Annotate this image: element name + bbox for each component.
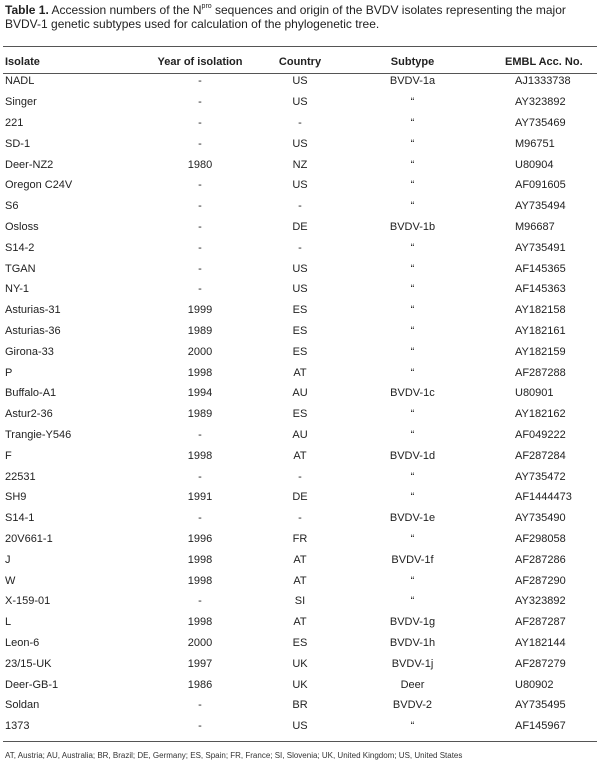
cell-country: SI	[294, 595, 306, 608]
table-body	[3, 71, 597, 737]
cell-country: FR	[292, 532, 308, 545]
table-row	[3, 300, 597, 321]
cell-country: -	[298, 512, 302, 525]
cell-accession: M96687	[515, 220, 555, 233]
cell-country: AU	[292, 387, 308, 400]
cell-isolate: Soldan	[5, 699, 40, 712]
cell-accession: U80904	[515, 158, 554, 171]
cell-subtype: “	[410, 116, 415, 129]
cell-subtype: “	[410, 241, 415, 254]
cell-subtype: “	[410, 720, 415, 733]
cell-year: -	[198, 116, 202, 129]
cell-country: US	[292, 75, 308, 88]
table-row	[3, 196, 597, 217]
cell-isolate: SH9	[5, 491, 27, 504]
cell-country: ES	[292, 304, 308, 317]
caption-label: Table 1.	[5, 3, 49, 17]
cell-year: 1998	[187, 553, 213, 566]
cell-subtype: “	[410, 470, 415, 483]
cell-subtype: BVDV-1c	[390, 387, 435, 400]
cell-isolate: TGAN	[5, 262, 36, 275]
cell-country: ES	[292, 408, 308, 421]
cell-country: -	[298, 470, 302, 483]
cell-country: NZ	[292, 158, 308, 171]
cell-isolate: Asturias-36	[5, 324, 61, 337]
cell-subtype: BVDV-1a	[389, 75, 436, 88]
caption-superscript: pro	[201, 3, 212, 10]
cell-year: -	[198, 428, 202, 441]
cell-isolate: S14-2	[5, 241, 35, 254]
header-year: Year of isolation	[157, 56, 243, 68]
table-row	[3, 404, 597, 425]
table-row	[3, 321, 597, 342]
cell-accession: AF091605	[515, 179, 566, 192]
table-caption	[5, 3, 595, 31]
cell-accession: AY182159	[515, 345, 566, 358]
caption-text-1: Accession numbers of the N	[48, 3, 202, 17]
cell-year: -	[198, 179, 202, 192]
cell-year: -	[198, 595, 202, 608]
cell-accession: U80901	[515, 387, 554, 400]
cell-isolate: W	[5, 574, 16, 587]
cell-year: -	[198, 699, 202, 712]
cell-isolate: 20V661-1	[5, 532, 53, 545]
cell-subtype: “	[410, 304, 415, 317]
cell-isolate: X-159-01	[5, 595, 51, 608]
cell-country: AT	[293, 449, 307, 462]
cell-country: UK	[292, 657, 308, 670]
cell-isolate: S14-1	[5, 512, 35, 525]
table-row	[3, 633, 597, 654]
cell-isolate: Astur2-36	[5, 408, 53, 421]
cell-country: US	[292, 283, 308, 296]
cell-accession: U80902	[515, 678, 554, 691]
cell-isolate: Buffalo-A1	[5, 387, 57, 400]
cell-year: 1997	[187, 657, 213, 670]
cell-accession: AF287279	[515, 657, 566, 670]
cell-accession: M96751	[515, 137, 555, 150]
cell-subtype: “	[410, 532, 415, 545]
cell-isolate: Singer	[5, 96, 37, 109]
table-row	[3, 653, 597, 674]
cell-country: US	[292, 262, 308, 275]
cell-country: US	[292, 179, 308, 192]
cell-subtype: BVDV-2	[392, 699, 433, 712]
cell-year: -	[198, 283, 202, 296]
cell-subtype: “	[410, 324, 415, 337]
cell-subtype: BVDV-1h	[389, 636, 436, 649]
table-row	[3, 383, 597, 404]
cell-country: -	[298, 241, 302, 254]
header-country: Country	[278, 56, 322, 68]
table-row	[3, 529, 597, 550]
cell-subtype: “	[410, 595, 415, 608]
cell-accession: AF145363	[515, 283, 566, 296]
cell-isolate: Osloss	[5, 220, 39, 233]
cell-subtype: “	[410, 408, 415, 421]
cell-isolate: 23/15-UK	[5, 657, 52, 670]
table-row	[3, 133, 597, 154]
cell-year: 1994	[187, 387, 213, 400]
table-row	[3, 716, 597, 737]
cell-accession: AY735494	[515, 200, 566, 213]
cell-accession: AY182144	[515, 636, 566, 649]
isolates-table	[3, 53, 597, 737]
cell-accession: AF287288	[515, 366, 566, 379]
cell-subtype: Deer	[400, 678, 425, 691]
header-accession: EMBL Acc. No.	[505, 56, 583, 68]
table-row	[3, 425, 597, 446]
cell-year: -	[198, 262, 202, 275]
cell-subtype: “	[410, 283, 415, 296]
table-row	[3, 445, 597, 466]
cell-accession: AF287287	[515, 616, 566, 629]
cell-isolate: L	[5, 616, 12, 629]
caption-text-2: sequences and origin of the BVDV isolates representing the major BVDV-1 genetic subtypes used for calculation of the phylogenetic tree.	[5, 3, 566, 31]
table-row	[3, 674, 597, 695]
cell-year: 2000	[187, 345, 213, 358]
header-subtype: Subtype	[390, 56, 435, 68]
cell-year: 1980	[187, 158, 213, 171]
cell-accession: AY735469	[515, 116, 566, 129]
table-row	[3, 113, 597, 134]
header-row	[3, 53, 597, 71]
cell-accession: AY735490	[515, 512, 566, 525]
table-row	[3, 612, 597, 633]
cell-year: 1991	[187, 491, 213, 504]
cell-accession: AF298058	[515, 532, 566, 545]
cell-year: 1998	[187, 449, 213, 462]
cell-year: -	[198, 512, 202, 525]
cell-isolate: P	[5, 366, 13, 379]
cell-country: ES	[292, 324, 308, 337]
cell-year: 1998	[187, 574, 213, 587]
cell-country: BR	[292, 699, 308, 712]
table-row	[3, 279, 597, 300]
cell-subtype: “	[410, 491, 415, 504]
cell-accession: AY735491	[515, 241, 566, 254]
table-row	[3, 549, 597, 570]
cell-year: 1998	[187, 366, 213, 379]
cell-subtype: “	[410, 158, 415, 171]
cell-accession: AF1444473	[515, 491, 572, 504]
table-row	[3, 466, 597, 487]
cell-country: US	[292, 137, 308, 150]
table-row	[3, 154, 597, 175]
cell-isolate: 1373	[5, 720, 30, 733]
cell-isolate: Asturias-31	[5, 304, 61, 317]
table-row	[3, 217, 597, 238]
cell-country: AT	[293, 366, 307, 379]
cell-subtype: BVDV-1d	[389, 449, 436, 462]
cell-country: US	[292, 720, 308, 733]
cell-accession: AJ1333738	[515, 75, 571, 88]
cell-subtype: “	[410, 345, 415, 358]
cell-accession: AF049222	[515, 428, 566, 441]
top-rule	[3, 46, 597, 47]
cell-accession: AY323892	[515, 595, 566, 608]
cell-country: DE	[292, 491, 308, 504]
cell-subtype: “	[410, 262, 415, 275]
cell-isolate: SD-1	[5, 137, 31, 150]
cell-accession: AF145967	[515, 720, 566, 733]
cell-isolate: NY-1	[5, 283, 30, 296]
cell-isolate: Girona-33	[5, 345, 54, 358]
cell-year: 1999	[187, 304, 213, 317]
table-row	[3, 175, 597, 196]
cell-year: -	[198, 200, 202, 213]
table-row	[3, 591, 597, 612]
cell-subtype: “	[410, 96, 415, 109]
cell-year: 2000	[187, 636, 213, 649]
cell-year: 1989	[187, 408, 213, 421]
cell-year: 1986	[187, 678, 213, 691]
cell-accession: AY735472	[515, 470, 566, 483]
cell-year: -	[198, 470, 202, 483]
cell-subtype: “	[410, 366, 415, 379]
cell-accession: AY735495	[515, 699, 566, 712]
cell-accession: AF145365	[515, 262, 566, 275]
table-row	[3, 258, 597, 279]
cell-accession: AF287284	[515, 449, 566, 462]
cell-subtype: BVDV-1f	[391, 553, 434, 566]
cell-accession: AY182158	[515, 304, 566, 317]
cell-country: AT	[293, 574, 307, 587]
cell-country: DE	[292, 220, 308, 233]
cell-subtype: “	[410, 179, 415, 192]
cell-isolate: S6	[5, 200, 19, 213]
table-row	[3, 71, 597, 92]
table-row	[3, 237, 597, 258]
cell-country: -	[298, 200, 302, 213]
cell-isolate: Leon-6	[5, 636, 40, 649]
cell-isolate: Deer-NZ2	[5, 158, 54, 171]
cell-year: -	[198, 75, 202, 88]
cell-year: -	[198, 137, 202, 150]
cell-country: ES	[292, 636, 308, 649]
cell-isolate: Deer-GB-1	[5, 678, 59, 691]
cell-year: 1996	[187, 532, 213, 545]
cell-country: AT	[293, 616, 307, 629]
cell-isolate: J	[5, 553, 11, 566]
cell-year: -	[198, 241, 202, 254]
cell-year: 1998	[187, 616, 213, 629]
cell-year: -	[198, 220, 202, 233]
table-row	[3, 695, 597, 716]
cell-year: -	[198, 720, 202, 733]
cell-country: US	[292, 96, 308, 109]
cell-subtype: “	[410, 137, 415, 150]
cell-subtype: “	[410, 574, 415, 587]
bottom-rule	[3, 741, 597, 742]
cell-isolate: Trangie-Y546	[5, 428, 72, 441]
cell-isolate: NADL	[5, 75, 35, 88]
cell-subtype: “	[410, 200, 415, 213]
cell-isolate: F	[5, 449, 12, 462]
table-footnote: AT, Austria; AU, Australia; BR, Brazil; DE, Germany; ES, Spain; FR, France; SI, Slovenia; UK, United Kingdom; US, United States	[5, 751, 463, 760]
table-row	[3, 362, 597, 383]
cell-isolate: 221	[5, 116, 24, 129]
cell-accession: AF287286	[515, 553, 566, 566]
cell-subtype: BVDV-1j	[391, 657, 434, 670]
cell-accession: AF287290	[515, 574, 566, 587]
cell-subtype: “	[410, 428, 415, 441]
cell-isolate: 22531	[5, 470, 36, 483]
cell-year: -	[198, 96, 202, 109]
cell-accession: AY182162	[515, 408, 566, 421]
table-row	[3, 341, 597, 362]
cell-country: AU	[292, 428, 308, 441]
header-isolate: Isolate	[5, 56, 40, 68]
cell-subtype: BVDV-1g	[389, 616, 436, 629]
cell-country: -	[298, 116, 302, 129]
cell-country: ES	[292, 345, 308, 358]
cell-accession: AY323892	[515, 96, 566, 109]
cell-country: AT	[293, 553, 307, 566]
cell-isolate: Oregon C24V	[5, 179, 73, 192]
cell-subtype: BVDV-1b	[389, 220, 436, 233]
cell-accession: AY182161	[515, 324, 566, 337]
cell-country: UK	[292, 678, 308, 691]
table-row	[3, 508, 597, 529]
table-row	[3, 487, 597, 508]
cell-subtype: BVDV-1e	[389, 512, 436, 525]
table-row	[3, 570, 597, 591]
table-row	[3, 92, 597, 113]
cell-year: 1989	[187, 324, 213, 337]
